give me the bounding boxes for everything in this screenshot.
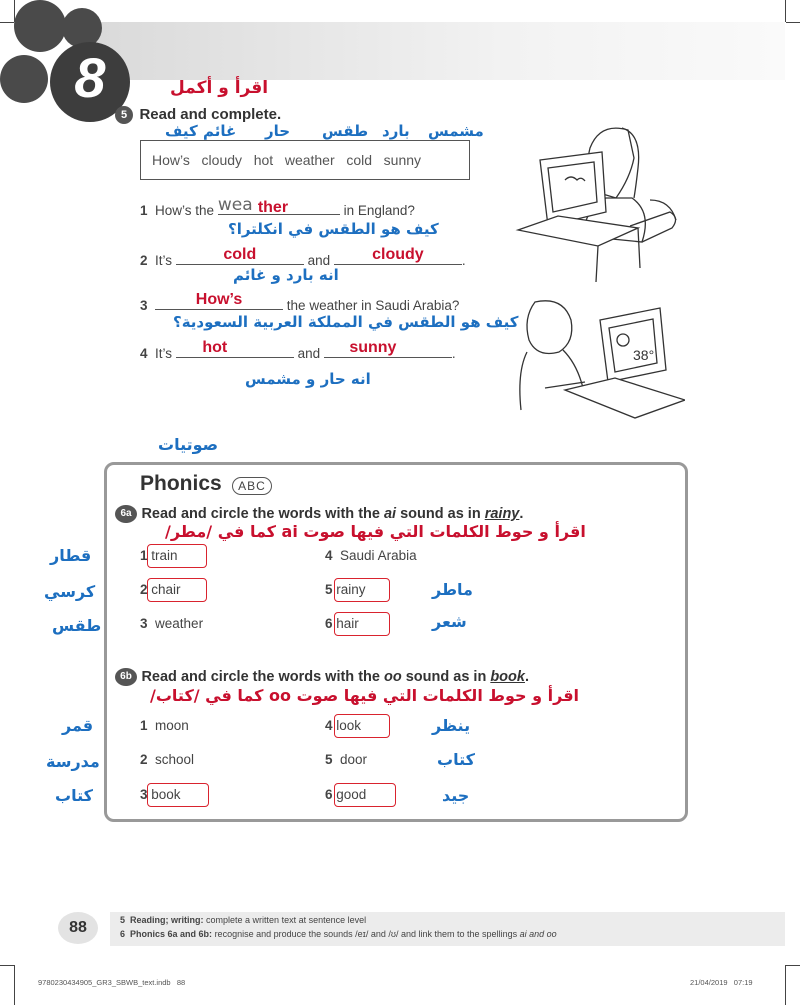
question-text: . — [461, 253, 466, 268]
ex5-q3-arabic: كيف هو الطقس في المملكة العربية السعودية؟ — [173, 313, 519, 331]
item-number: 6 — [325, 787, 333, 802]
footer-note-1 — [120, 915, 366, 925]
answer-blank — [176, 246, 304, 265]
note-text: complete a written text at sentence level — [203, 915, 367, 925]
ex5-arabic-words — [165, 122, 484, 140]
trim-mark — [786, 965, 800, 966]
footer-note-2 — [120, 929, 557, 939]
item-number: 3 — [140, 616, 148, 631]
item-number: 2 — [140, 582, 148, 597]
arabic-word: غائم — [203, 122, 237, 140]
item-word: Saudi Arabia — [340, 548, 417, 563]
trim-mark — [785, 0, 786, 22]
instruction-text: Read and circle the words with the — [141, 669, 384, 686]
item-word: good — [336, 787, 367, 802]
item-number: 5 — [325, 582, 333, 597]
answer-blank — [217, 195, 340, 216]
answer-blank — [324, 339, 452, 358]
answer-blank — [176, 339, 294, 358]
instruction-text: sound as in — [396, 506, 485, 523]
answer-circle — [334, 612, 390, 636]
word-bank-item: sunny — [383, 152, 422, 168]
ex5-instruction: Read and complete. — [139, 106, 282, 124]
phonics-title — [140, 472, 272, 496]
ex5-question-4 — [140, 339, 456, 361]
girl-laptop-illustration — [510, 100, 685, 290]
item-number: 1 — [140, 718, 148, 733]
instruction-example: book — [490, 669, 525, 686]
instruction-sound: oo — [383, 669, 402, 686]
item-number: 2 — [140, 752, 148, 767]
question-text: and — [307, 253, 331, 268]
word-bank-item: weather — [284, 152, 335, 168]
note-label: Reading; writing: — [130, 915, 204, 925]
ex6b-arabic-instruction: اقرأ و حوط الكلمات التي فيها صوت oo كما في /كتاب/ — [150, 686, 580, 705]
abc-badge: ABC — [232, 477, 272, 495]
ex6a-heading — [115, 505, 523, 523]
item-number: 1 — [140, 548, 148, 563]
answer-circle — [334, 783, 396, 807]
phonics-arabic-heading: صوتيات — [158, 435, 219, 454]
answer-text: cloudy — [372, 246, 424, 263]
answer-text: cold — [223, 246, 257, 263]
note-number: 5 — [120, 915, 126, 925]
answer-text: ther — [257, 199, 289, 216]
instruction-text: Read and circle the words with the — [141, 506, 384, 523]
word-bank-item: cold — [346, 152, 372, 168]
question-number: 4 — [140, 346, 148, 361]
answer-circle — [334, 578, 390, 602]
item-word: look — [336, 718, 362, 733]
item-word: moon — [155, 718, 189, 733]
arabic-title: اقرأ و أكمل — [170, 78, 269, 98]
answer-text: sunny — [349, 339, 397, 356]
item-word: weather — [155, 616, 204, 631]
ex6a-item-4 — [325, 548, 417, 563]
instruction-text: sound as in — [401, 669, 491, 686]
ex6a-instruction — [141, 506, 523, 522]
item-word: door — [340, 752, 368, 767]
answer-text: How’s — [195, 291, 243, 308]
answer-blank — [334, 246, 462, 265]
ex6a-arabic-instruction: اقرأ و حوط الكلمات التي فيها صوت ai كما في /مطر/ — [165, 522, 586, 541]
ex5-q1-arabic: كيف هو الطقس في انكلترا؟ — [228, 220, 439, 238]
ex6a-item-3 — [140, 616, 203, 631]
arabic-word: بارد — [382, 122, 410, 140]
ex6b-item-6-arabic: جيد — [442, 786, 470, 805]
arabic-word: حار — [265, 122, 291, 140]
answer-circle — [147, 578, 207, 602]
ex5-question-1 — [140, 195, 415, 218]
item-number: 4 — [325, 548, 333, 563]
instruction-text: . — [519, 506, 524, 523]
note-text: recognise and produce the sounds /eɪ/ and /ʊ/ and link them to the spellings — [212, 929, 520, 939]
ex6b-number-badge: 6b — [115, 668, 137, 686]
ex6b-item-1 — [140, 718, 189, 733]
ex6a-item-5-arabic: ماطر — [432, 580, 473, 599]
item-word: school — [155, 752, 195, 767]
page-number: 88 — [69, 919, 87, 936]
arabic-word: كيف — [165, 122, 198, 140]
ex6a-item-3-arabic: طقس — [52, 616, 102, 635]
trim-mark — [0, 965, 14, 966]
item-number: 3 — [140, 787, 148, 802]
item-word: rainy — [336, 582, 366, 597]
answer-text: hot — [202, 339, 228, 356]
print-file-name: 9780230434905_GR3_SBWB_text.indb 88 — [38, 978, 186, 987]
question-text: . — [451, 346, 456, 361]
item-number: 4 — [325, 718, 333, 733]
ex5-q4-arabic: انه حار و مشمس — [245, 370, 371, 388]
ex5-number-badge: 5 — [115, 106, 133, 124]
answer-blank — [155, 291, 283, 310]
item-word: chair — [151, 582, 181, 597]
note-italic: ai and oo — [519, 929, 557, 939]
question-number: 2 — [140, 253, 148, 268]
boy-laptop-illustration — [505, 290, 685, 420]
answer-circle — [147, 544, 207, 568]
item-number: 5 — [325, 752, 333, 767]
item-word: book — [151, 787, 181, 802]
ex6a-item-1-arabic: قطار — [50, 546, 92, 565]
instruction-example: rainy — [484, 506, 520, 523]
ex6a-number-badge: 6a — [115, 505, 137, 523]
header-bar — [80, 22, 785, 80]
ex6b-heading — [115, 668, 529, 686]
trim-mark — [785, 965, 786, 1005]
trim-mark — [786, 22, 800, 23]
answer-circle — [334, 714, 390, 738]
ex6b-item-5-arabic: كتاب — [437, 750, 475, 769]
ex6b-instruction — [141, 669, 529, 685]
question-text: How’s the — [155, 203, 215, 218]
question-text: It’s — [155, 346, 173, 361]
ex6b-item-2 — [140, 752, 194, 767]
phonics-title-text: Phonics — [140, 472, 222, 495]
question-number: 3 — [140, 298, 148, 313]
word-bank-item: How’s — [152, 152, 190, 168]
ex6b-item-5 — [325, 752, 367, 767]
instruction-text: . — [524, 669, 529, 686]
item-word: hair — [336, 616, 359, 631]
ex5-q2-arabic: انه بارد و غائم — [233, 266, 339, 284]
trim-mark — [14, 965, 15, 1005]
ex6b-item-4-arabic: ينظر — [432, 716, 471, 735]
ex6b-item-3-arabic: كتاب — [55, 786, 93, 805]
note-label: Phonics 6a and 6b: — [130, 929, 213, 939]
ex6a-item-2-arabic: كرسي — [44, 582, 96, 601]
ex5-question-3 — [140, 291, 460, 313]
word-bank-item: cloudy — [201, 152, 243, 168]
item-word: train — [151, 548, 178, 563]
word-bank-item: hot — [253, 152, 274, 168]
note-number: 6 — [120, 929, 126, 939]
question-text: and — [297, 346, 321, 361]
question-text: in England? — [343, 203, 415, 218]
ex6b-item-2-arabic: مدرسة — [46, 752, 100, 771]
ex6a-item-6-arabic: شعر — [432, 612, 467, 631]
arabic-word: مشمس — [428, 122, 484, 140]
question-text: It’s — [155, 253, 173, 268]
answer-circle — [147, 783, 209, 807]
item-number: 6 — [325, 616, 333, 631]
ex6b-item-1-arabic: قمر — [62, 716, 94, 735]
arabic-word: طقس — [322, 122, 369, 140]
laptop-weather-readout: 38° — [633, 347, 655, 363]
question-number: 1 — [140, 203, 148, 218]
unit-number: 8 — [74, 46, 106, 109]
word-bank — [152, 152, 421, 168]
instruction-sound: ai — [383, 506, 397, 523]
prefilled-letters: wea — [217, 195, 253, 215]
question-text: the weather in Saudi Arabia? — [286, 298, 460, 313]
print-date: 21/04/2019 07:19 — [690, 978, 753, 987]
